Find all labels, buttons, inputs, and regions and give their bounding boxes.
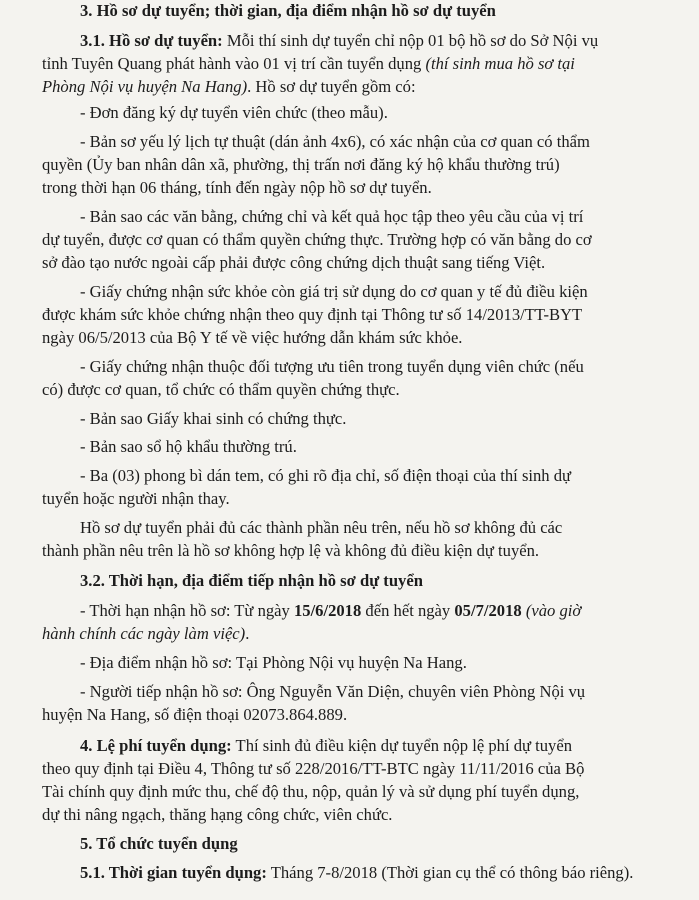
deadline-to-date: 05/7/2018 [454, 601, 522, 620]
item-envelopes-line-1: - Ba (03) phong bì dán tem, có ghi rõ địa chỉ, số điện thoại của thí sinh dự [80, 466, 572, 485]
item-priority-line-1: - Giấy chứng nhận thuộc đối tượng ưu tiên trong tuyển dụng viên chức (nếu [80, 357, 584, 376]
item-cv-line-2: quyền (Ủy ban nhân dân xã, phường, thị trấn nơi đăng ký hộ khẩu thường trú) [42, 155, 560, 174]
receiving-place: - Địa điểm nhận hồ sơ: Tại Phòng Nội vụ huyện Na Hang. [80, 653, 467, 672]
section-4-line-2: theo quy định tại Điều 4, Thông tư số 228/2016/TT-BTC ngày 11/11/2016 của Bộ [42, 759, 585, 778]
section-3-1-line-3: Phòng Nội vụ huyện Na Hang). Hồ sơ dự tuyển gồm có: [42, 77, 416, 96]
section-4-line-4: dự thi nâng ngạch, thăng hạng công chức, viên chức. [42, 805, 393, 824]
item-health-line-3: ngày 06/5/2013 của Bộ Y tế về việc hướng dẫn khám sức khỏe. [42, 328, 463, 347]
item-diplomas-line-1: - Bản sao các văn bằng, chứng chỉ và kết quả học tập theo yêu cầu của vị trí [80, 207, 584, 226]
item-envelopes-line-2: tuyển hoặc người nhận thay. [42, 489, 230, 508]
item-diplomas-line-2: dự tuyển, được cơ quan có thẩm quyền chứng thực. Trường hợp có văn bằng do cơ [42, 230, 592, 249]
section-5-title: 5. Tổ chức tuyển dụng [80, 834, 238, 853]
section-3-1-line-2: tỉnh Tuyên Quang phát hành vào 01 vị trí cần tuyển dụng (thí sinh mua hồ sơ tại [42, 54, 575, 73]
section-4-line-3: Tài chính quy định mức thu, chế độ thu, nộp, quản lý và sử dụng phí tuyển dụng, [42, 782, 580, 801]
section-3-1-line-1: 3.1. Hồ sơ dự tuyển: Mỗi thí sinh dự tuyển chỉ nộp 01 bộ hồ sơ do Sở Nội vụ [80, 31, 599, 50]
section-5-1-line: 5.1. Thời gian tuyển dụng: Tháng 7-8/2018 (Thời gian cụ thể có thông báo riêng). [80, 863, 634, 882]
deadline-line-1: - Thời hạn nhận hồ sơ: Từ ngày 15/6/2018 đến hết ngày 05/7/2018 (vào giờ [80, 601, 582, 620]
deadline-from-date: 15/6/2018 [293, 601, 362, 620]
item-health-line-1: - Giấy chứng nhận sức khỏe còn giá trị sử dụng do cơ quan y tế đủ điều kiện [80, 282, 588, 301]
section-4-line-1: 4. Lệ phí tuyển dụng: Thí sinh đủ điều kiện dự tuyển nộp lệ phí dự tuyển [80, 736, 573, 755]
section-4-title: 4. Lệ phí tuyển dụng: [80, 736, 232, 755]
deadline-line-2: hành chính các ngày làm việc). [42, 624, 250, 643]
section-3-heading: 3. Hồ sơ dự tuyển; thời gian, địa điểm nhận hồ sơ dự tuyển [80, 1, 496, 20]
item-health-line-2: được khám sức khỏe chứng nhận theo quy định tại Thông tư số 14/2013/TT-BYT [42, 305, 583, 324]
item-priority-line-2: có) được cơ quan, tổ chức có thẩm quyền chứng thực. [42, 380, 400, 399]
item-diplomas-line-3: sở đào tạo nước ngoài cấp phải được công chứng dịch thuật sang tiếng Việt. [42, 253, 546, 272]
item-application-form: - Đơn đăng ký dự tuyển viên chức (theo mẫu). [80, 103, 388, 122]
section-3-2-title: 3.2. Thời hạn, địa điểm tiếp nhận hồ sơ dự tuyển [80, 571, 423, 590]
section-5-1-title: 5.1. Thời gian tuyển dụng: [80, 863, 267, 882]
item-birth-certificate: - Bản sao Giấy khai sinh có chứng thực. [80, 409, 347, 428]
note-line-1: Hồ sơ dự tuyển phải đủ các thành phần nêu trên, nếu hồ sơ không đủ các [80, 518, 563, 537]
item-cv-line-3: trong thời hạn 06 tháng, tính đến ngày nộp hồ sơ dự tuyển. [42, 178, 432, 197]
receiver-line-1: - Người tiếp nhận hồ sơ: Ông Nguyễn Văn Diện, chuyên viên Phòng Nội vụ [80, 682, 586, 701]
receiver-line-2: huyện Na Hang, số điện thoại 02073.864.889. [42, 705, 348, 724]
note-line-2: thành phần nêu trên là hồ sơ không hợp lệ và không đủ điều kiện dự tuyển. [42, 541, 540, 560]
section-3-1-title: 3.1. Hồ sơ dự tuyển: [80, 31, 223, 50]
item-cv-line-1: - Bản sơ yếu lý lịch tự thuật (dán ảnh 4x6), có xác nhận của cơ quan có thẩm [80, 132, 590, 151]
item-household-book: - Bản sao sổ hộ khẩu thường trú. [80, 437, 297, 456]
